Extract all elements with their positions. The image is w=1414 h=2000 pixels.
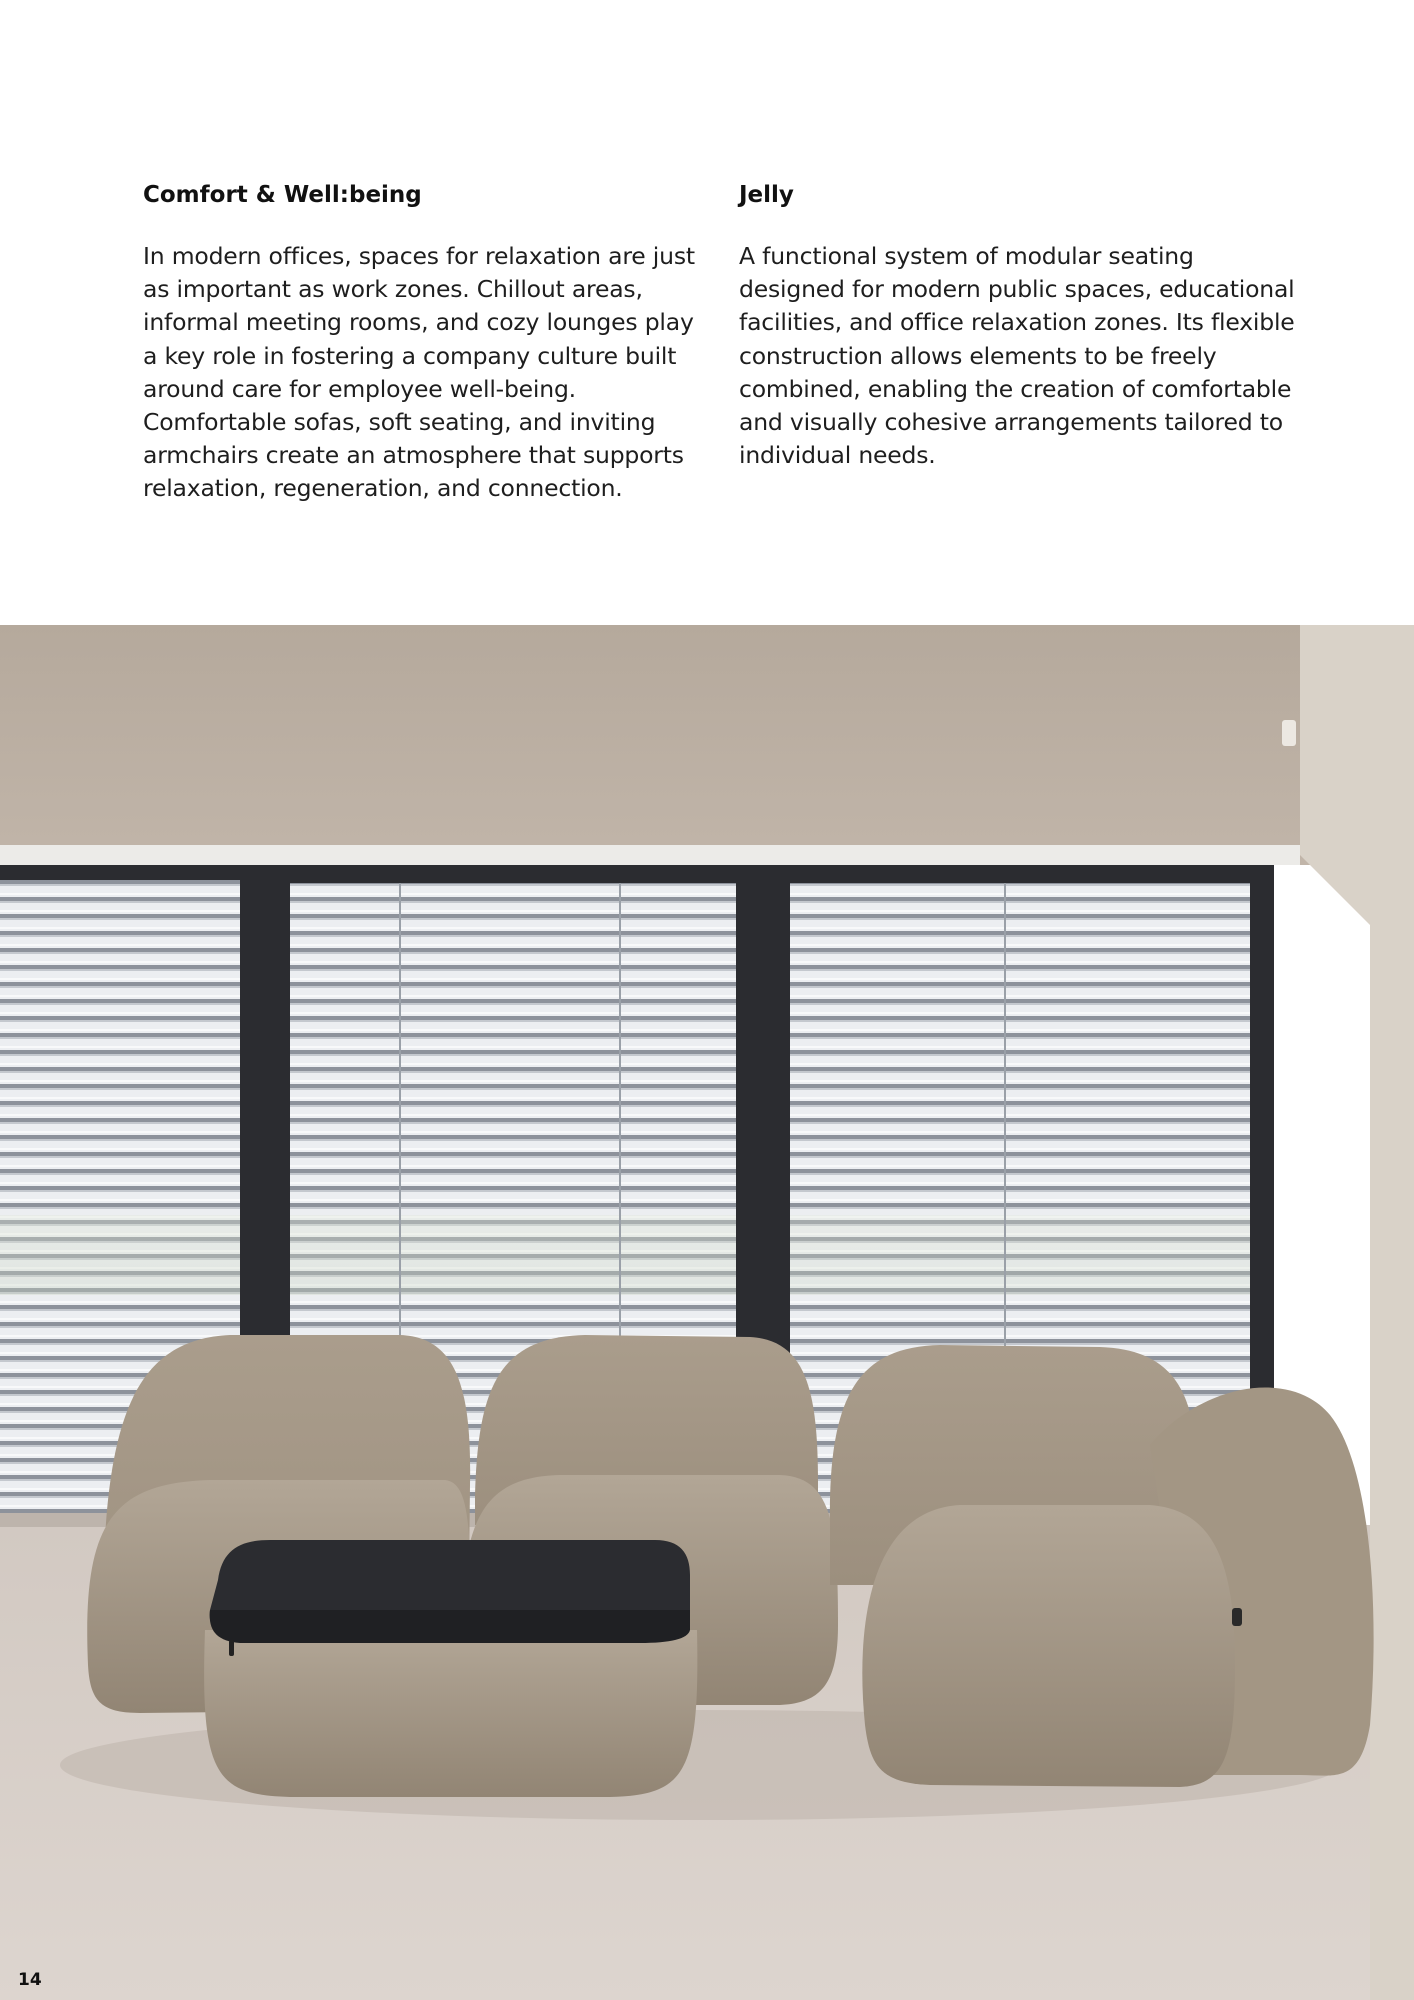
- left-column: [143, 176, 703, 506]
- wall: [0, 625, 1414, 865]
- lounge-photo: [0, 625, 1414, 2000]
- window-head: [0, 845, 1300, 865]
- sofa-corner-right: [830, 1345, 1374, 1787]
- page-number: 14: [18, 1970, 42, 1990]
- section-heading-comfort: Comfort & Well:being: [143, 182, 422, 208]
- section-heading-jelly: Jelly: [739, 182, 794, 208]
- right-column: [739, 176, 1299, 472]
- coffee-table-ottoman: [204, 1540, 697, 1797]
- section-body-jelly: A functional system of modular seating designed for modern public spaces, educational facilities, and office relaxation zones. Its flexible construction allows elements to be freely combined, enabling the creation of comfortable and visually cohesive arrangements tailored to individual needs.: [739, 242, 1295, 470]
- wall-sensor: [1282, 720, 1296, 746]
- section-body-comfort: In modern offices, spaces for relaxation are just as important as work zones. Chillout areas, informal meeting rooms, and cozy lounges play a key role in fostering a company culture built around care for employee well-being. Comfortable sofas, soft seating, and inviting armchairs create an atmosphere that supports relaxation, regeneration, and connection.: [143, 242, 695, 503]
